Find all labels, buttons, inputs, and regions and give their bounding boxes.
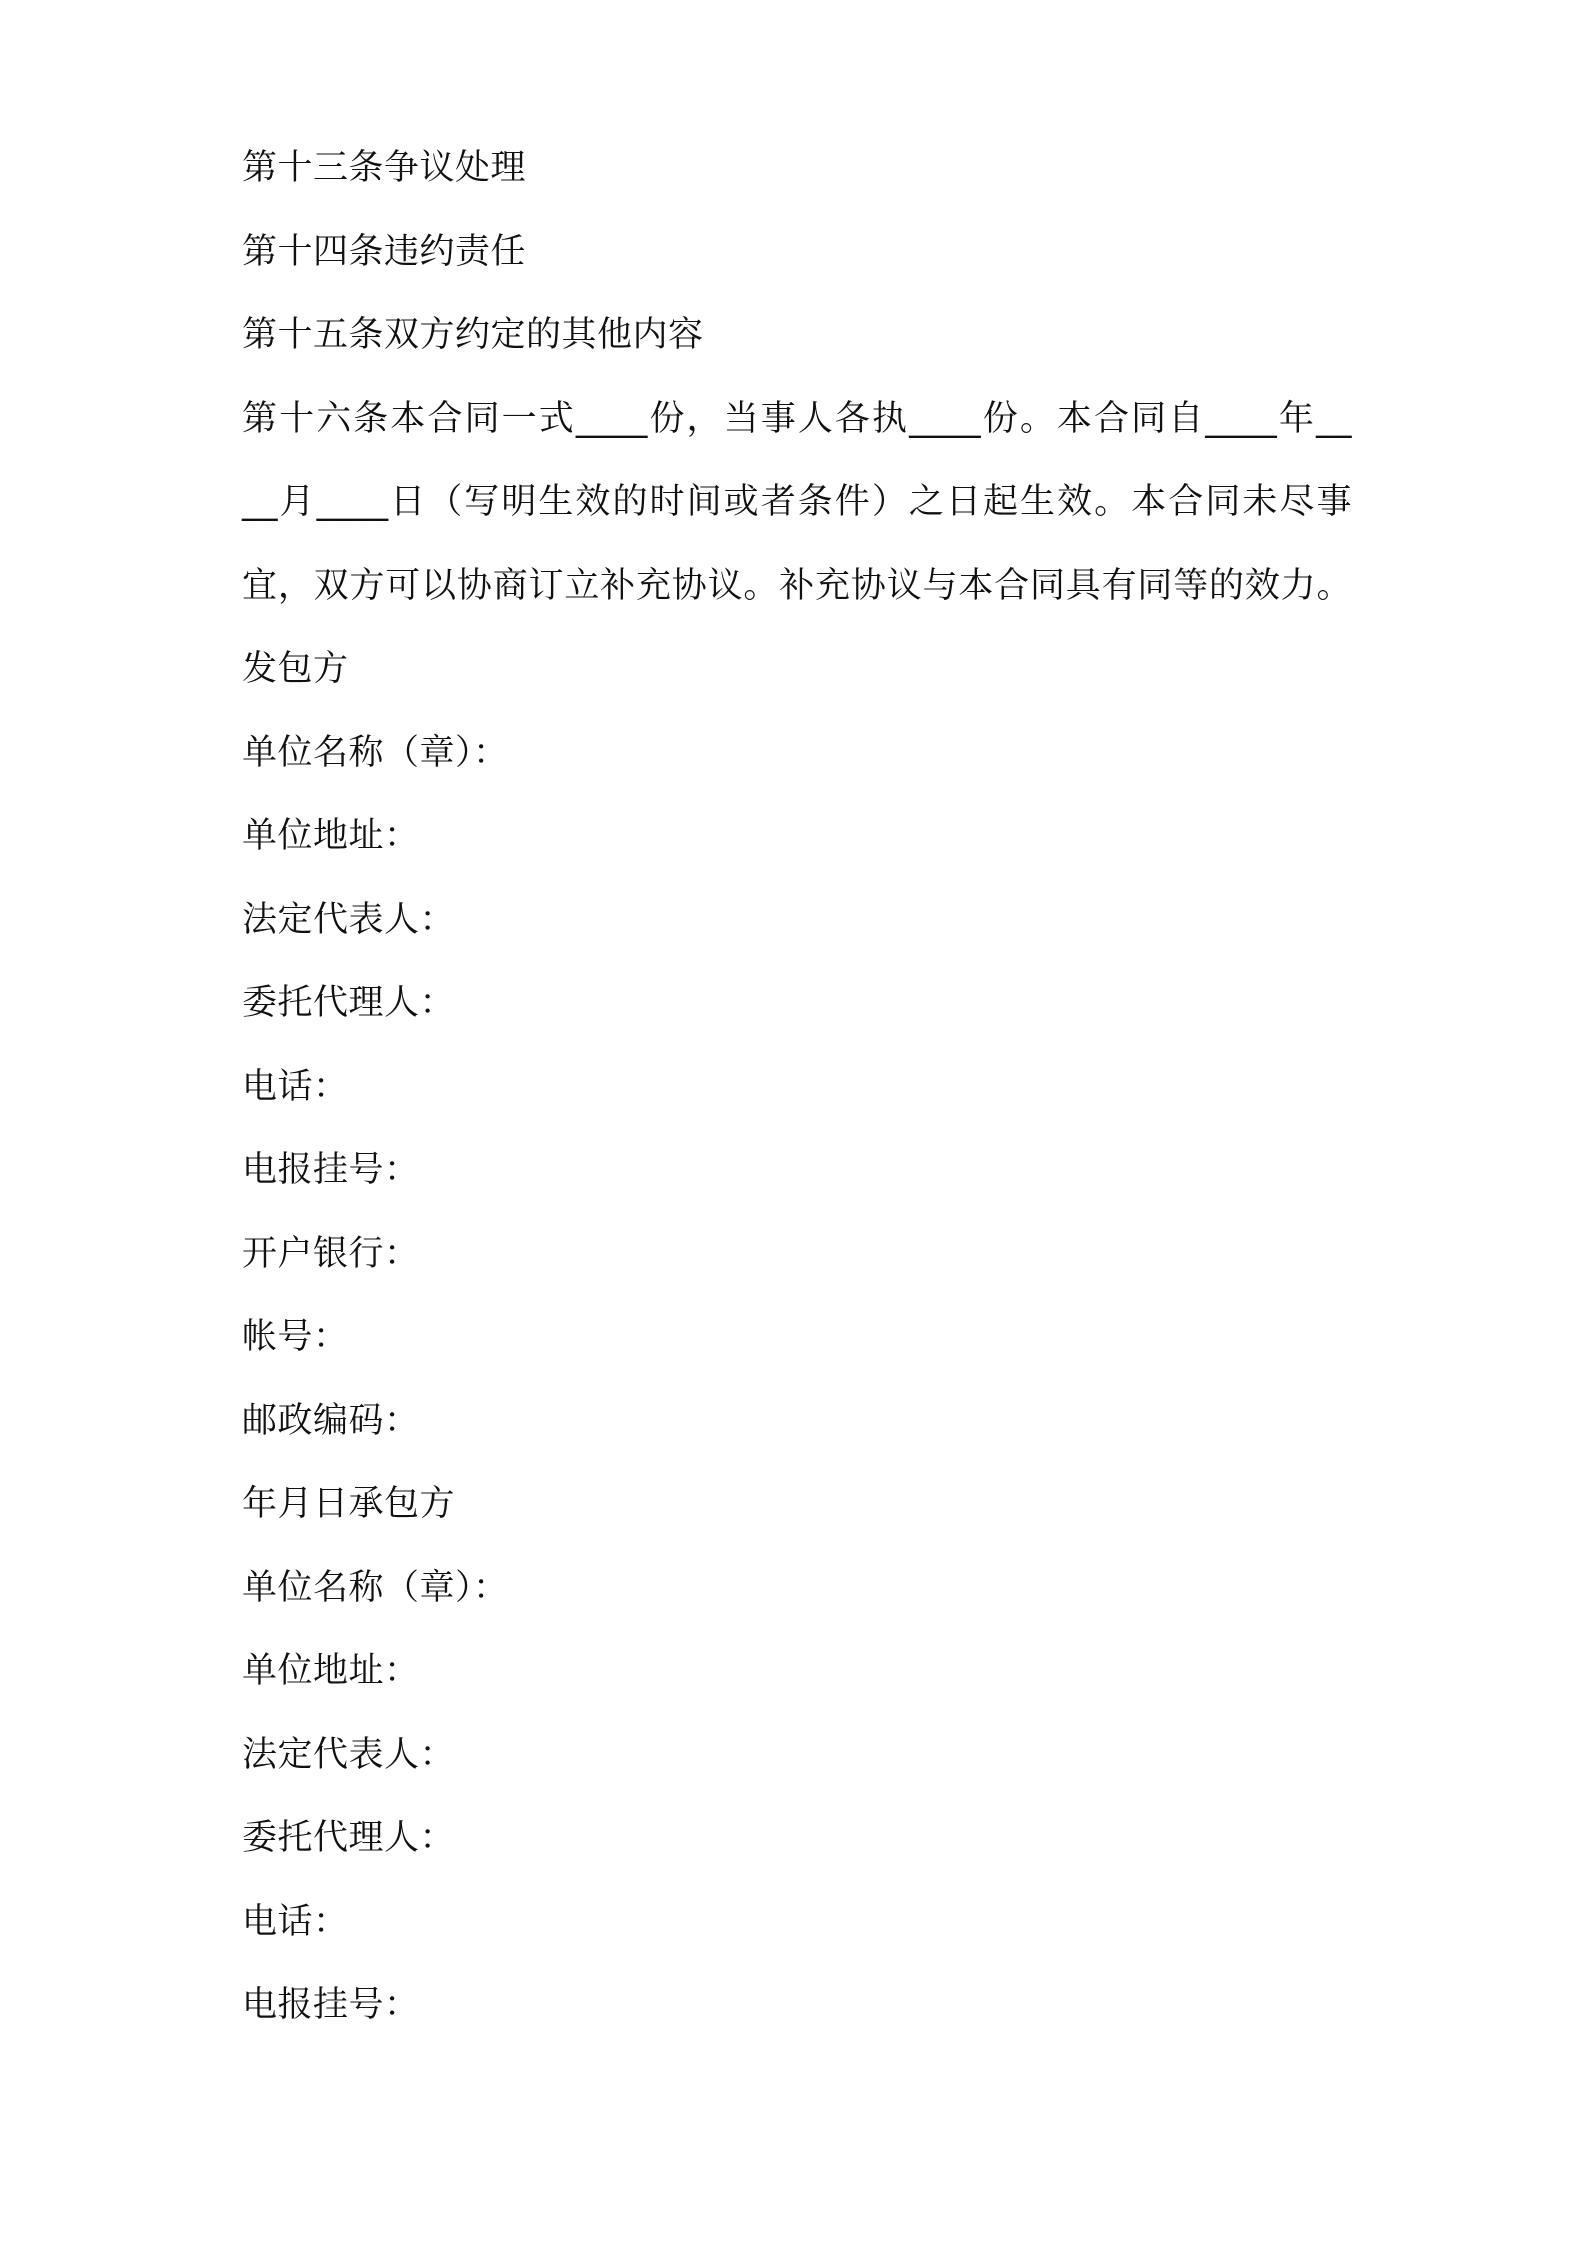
clause-16-line-2: __月____日（写明生效的时间或者条件）之日起生效。本合同未尽事 [242,482,1352,522]
issuer-telegraph: 电报挂号： [242,1150,420,1190]
issuer-company-name: 单位名称（章）： [242,732,509,773]
contractor-phone: 电话： [242,1901,349,1942]
issuer-account: 帐号： [242,1317,349,1357]
clause-14: 第十四条违约责任 [242,231,527,272]
contractor-company-name: 单位名称（章）： [242,1567,509,1608]
clause-16-line-1: 第十六条本合同一式____份，当事人各执____份。本合同自____年__ [242,398,1352,439]
contractor-authorized-agent: 委托代理人： [242,1818,456,1858]
issuer-company-address: 单位地址： [242,816,420,856]
document-body [242,127,1352,2048]
contractor-telegraph: 电报挂号： [242,1985,420,2025]
contractor-heading: 年月日承包方 [242,1484,456,1524]
issuer-bank: 开户银行： [242,1233,420,1274]
clause-16-line-3: 宜，双方可以协商订立补充协议。补充协议与本合同具有同等的效力。 [242,565,1352,606]
contractor-company-address: 单位地址： [242,1651,420,1691]
clause-15: 第十五条双方约定的其他内容 [242,315,704,355]
issuer-postcode: 邮政编码： [242,1400,420,1441]
issuer-authorized-agent: 委托代理人： [242,983,456,1023]
issuer-phone: 电话： [242,1066,349,1107]
contractor-legal-representative: 法定代表人： [242,1734,456,1775]
issuer-legal-representative: 法定代表人： [242,899,456,940]
issuer-heading: 发包方 [242,649,349,689]
clause-13: 第十三条争议处理 [242,148,527,188]
